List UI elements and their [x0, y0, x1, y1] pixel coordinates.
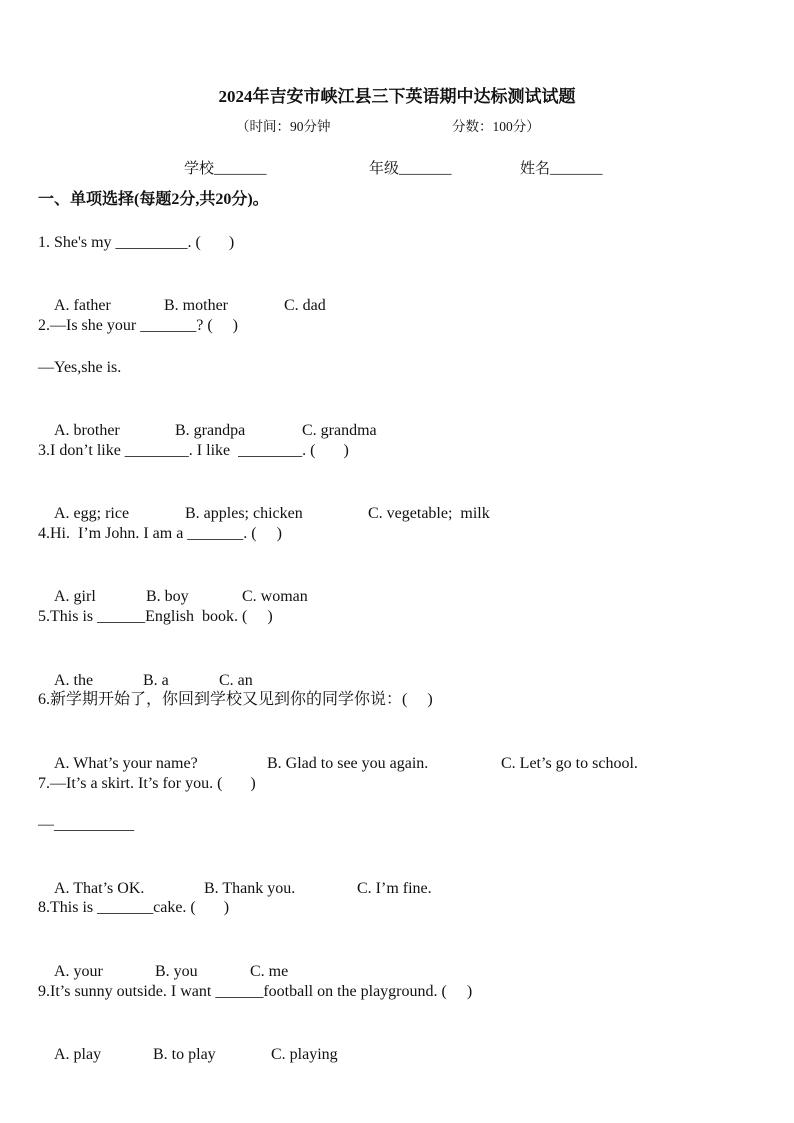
page-title: 2024年吉安市峡江县三下英语期中达标测试试题 — [218, 87, 576, 106]
option-c[interactable]: C. an — [219, 672, 253, 689]
option-c[interactable]: C. woman — [242, 588, 308, 605]
option-c[interactable]: C. I’m fine. — [357, 880, 432, 897]
option-a[interactable]: A. girl — [54, 588, 96, 605]
question-9: 9.It’s sunny outside. I want ______football on the playground. ( ) — [38, 983, 473, 1000]
option-a[interactable]: A. father — [54, 297, 111, 314]
option-b[interactable]: B. apples; chicken — [185, 505, 303, 522]
option-b[interactable]: B. Glad to see you again. — [267, 755, 429, 772]
option-c[interactable]: C. dad — [284, 297, 326, 314]
option-b[interactable]: B. mother — [164, 297, 228, 314]
question-8: 8.This is _______cake. ( ) — [38, 899, 230, 916]
option-a[interactable]: A. the — [54, 672, 94, 689]
option-b[interactable]: B. to play — [153, 1046, 216, 1063]
option-a[interactable]: A. egg; rice — [54, 505, 130, 522]
question-5: 5.This is ______English book. ( ) — [38, 608, 273, 625]
section-heading: 一、单项选择(每题2分,共20分)。 — [38, 191, 269, 208]
options-9 — [38, 1022, 338, 1088]
question-6: 6.新学期开始了，你回到学校又见到你的同学你说：( ) — [38, 691, 433, 708]
option-c[interactable]: C. playing — [271, 1046, 338, 1063]
option-b[interactable]: B. Thank you. — [204, 880, 296, 897]
option-c[interactable]: C. Let’s go to school. — [501, 755, 638, 772]
option-b[interactable]: B. grandpa — [175, 422, 246, 439]
option-b[interactable]: B. a — [143, 672, 169, 689]
exam-time: （时间：90分钟 — [236, 119, 331, 134]
grade-field[interactable]: 年级_______ — [369, 161, 452, 177]
option-c[interactable]: C. me — [250, 963, 289, 980]
option-c[interactable]: C. grandma — [302, 422, 377, 439]
option-a[interactable]: A. play — [54, 1046, 102, 1063]
option-a[interactable]: A. your — [54, 963, 103, 980]
option-a[interactable]: A. brother — [54, 422, 120, 439]
school-field[interactable]: 学校_______ — [184, 161, 267, 177]
question-4: 4.Hi. I’m John. I am a _______. ( ) — [38, 525, 282, 542]
question-2: 2.—Is she your _______? ( ) — [38, 317, 238, 334]
option-a[interactable]: A. That’s OK. — [54, 880, 145, 897]
question-2-reply: —Yes,she is. — [38, 359, 122, 376]
option-a[interactable]: A. What’s your name? — [54, 755, 198, 772]
option-b[interactable]: B. you — [155, 963, 198, 980]
exam-score: 分数：100分） — [452, 119, 540, 134]
question-7: 7.—It’s a skirt. It’s for you. ( ) — [38, 775, 256, 792]
question-7-reply: —__________ — [38, 816, 134, 833]
option-c[interactable]: C. vegetable; milk — [368, 505, 490, 522]
option-b[interactable]: B. boy — [146, 588, 189, 605]
name-field[interactable]: 姓名_______ — [520, 161, 603, 177]
question-1: 1. She's my _________. ( ) — [38, 234, 235, 251]
question-3: 3.I don’t like ________. I like ________. ( ) — [38, 442, 349, 459]
